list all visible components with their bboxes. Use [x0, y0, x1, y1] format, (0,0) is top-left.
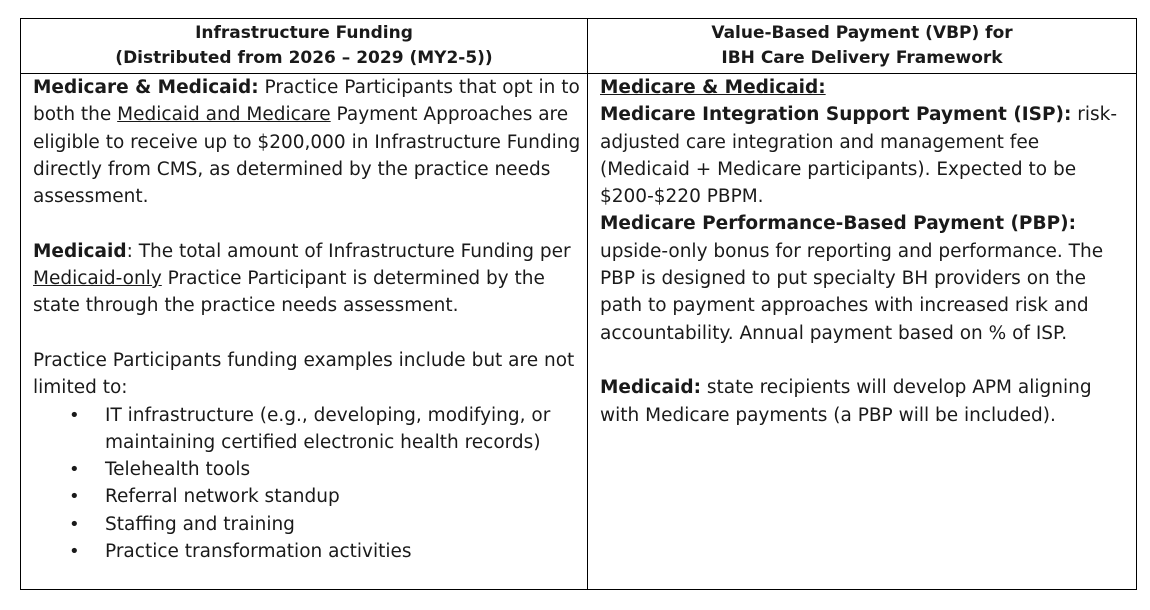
list-item: • Practice transformation activities [33, 538, 581, 565]
medicare-medicaid-paragraph [33, 74, 581, 210]
paragraph-text: Practice Participant is determined by the state through the practice needs assessment. [33, 268, 545, 317]
infrastructure-funding-cell [33, 74, 581, 565]
medicaid-label: Medicaid [33, 240, 127, 262]
paragraph-text: upside-only bonus for reporting and performance. The PBP is designed to put specialty BH providers on the path to payment approaches with increased risk and accountability. Annual payment based on % of ISP. [600, 240, 1104, 344]
paragraph-text: Practice Participants that opt in to both the [33, 77, 580, 126]
header-infrastructure-funding [21, 19, 587, 73]
list-item: • Telehealth tools [33, 456, 581, 483]
funding-examples-intro: Practice Participants funding examples include but are not limited to: [33, 349, 575, 399]
medicaid-paragraph [33, 238, 581, 320]
paragraph-text: Payment Approaches are eligible to receive up to $200,000 in Infrastructure Funding directly from CMS, as determined by the practice needs assessment. [33, 104, 581, 208]
value-based-payment-cell [600, 74, 1125, 429]
list-item: • Referral network standup [33, 483, 581, 510]
medicaid-label: Medicaid: [600, 377, 701, 399]
header-left-title: Infrastructure Funding [195, 23, 413, 43]
funding-table [20, 18, 1137, 590]
underlined-text: Medicaid-only [33, 268, 162, 290]
isp-label: Medicare Integration Support Payment (ISP): [600, 104, 1072, 126]
paragraph-text: state recipients will develop APM aligning with Medicare payments (a PBP will be included). [600, 377, 1092, 426]
header-right-title: Value-Based Payment (VBP) for [711, 23, 1013, 43]
header-right-subtitle: IBH Care Delivery Framework [721, 48, 1003, 68]
column-divider [587, 19, 588, 589]
pbp-label: Medicare Performance-Based Payment (PBP): [600, 213, 1077, 235]
pbp-paragraph [600, 210, 1125, 346]
bullet-icon: • [69, 404, 80, 426]
paragraph-text: risk-adjusted care integration and management fee (Medicaid + Medicare participants). Expected to be $200-$220 PBPM. [600, 104, 1118, 208]
bullet-icon: • [69, 486, 80, 508]
underlined-text: Medicaid and Medicare [117, 104, 331, 126]
medicaid-apm-paragraph [600, 374, 1125, 429]
list-item: • Staffing and training [33, 511, 581, 538]
header-left-subtitle: (Distributed from 2026 – 2029 (MY2-5)) [115, 48, 493, 68]
header-value-based-payment [588, 19, 1136, 73]
bullet-icon: • [69, 459, 80, 481]
medicare-medicaid-heading: Medicare & Medicaid: [600, 77, 826, 98]
funding-examples-list [33, 402, 581, 566]
list-item: • IT infrastructure (e.g., developing, modifying, or maintaining certified electronic health records) [33, 402, 581, 457]
isp-paragraph [600, 101, 1125, 210]
medicare-medicaid-label: Medicare & Medicaid: [33, 77, 259, 98]
bullet-icon: • [69, 541, 80, 563]
bullet-icon: • [69, 513, 80, 535]
paragraph-text: : The total amount of Infrastructure Funding per [126, 240, 571, 262]
